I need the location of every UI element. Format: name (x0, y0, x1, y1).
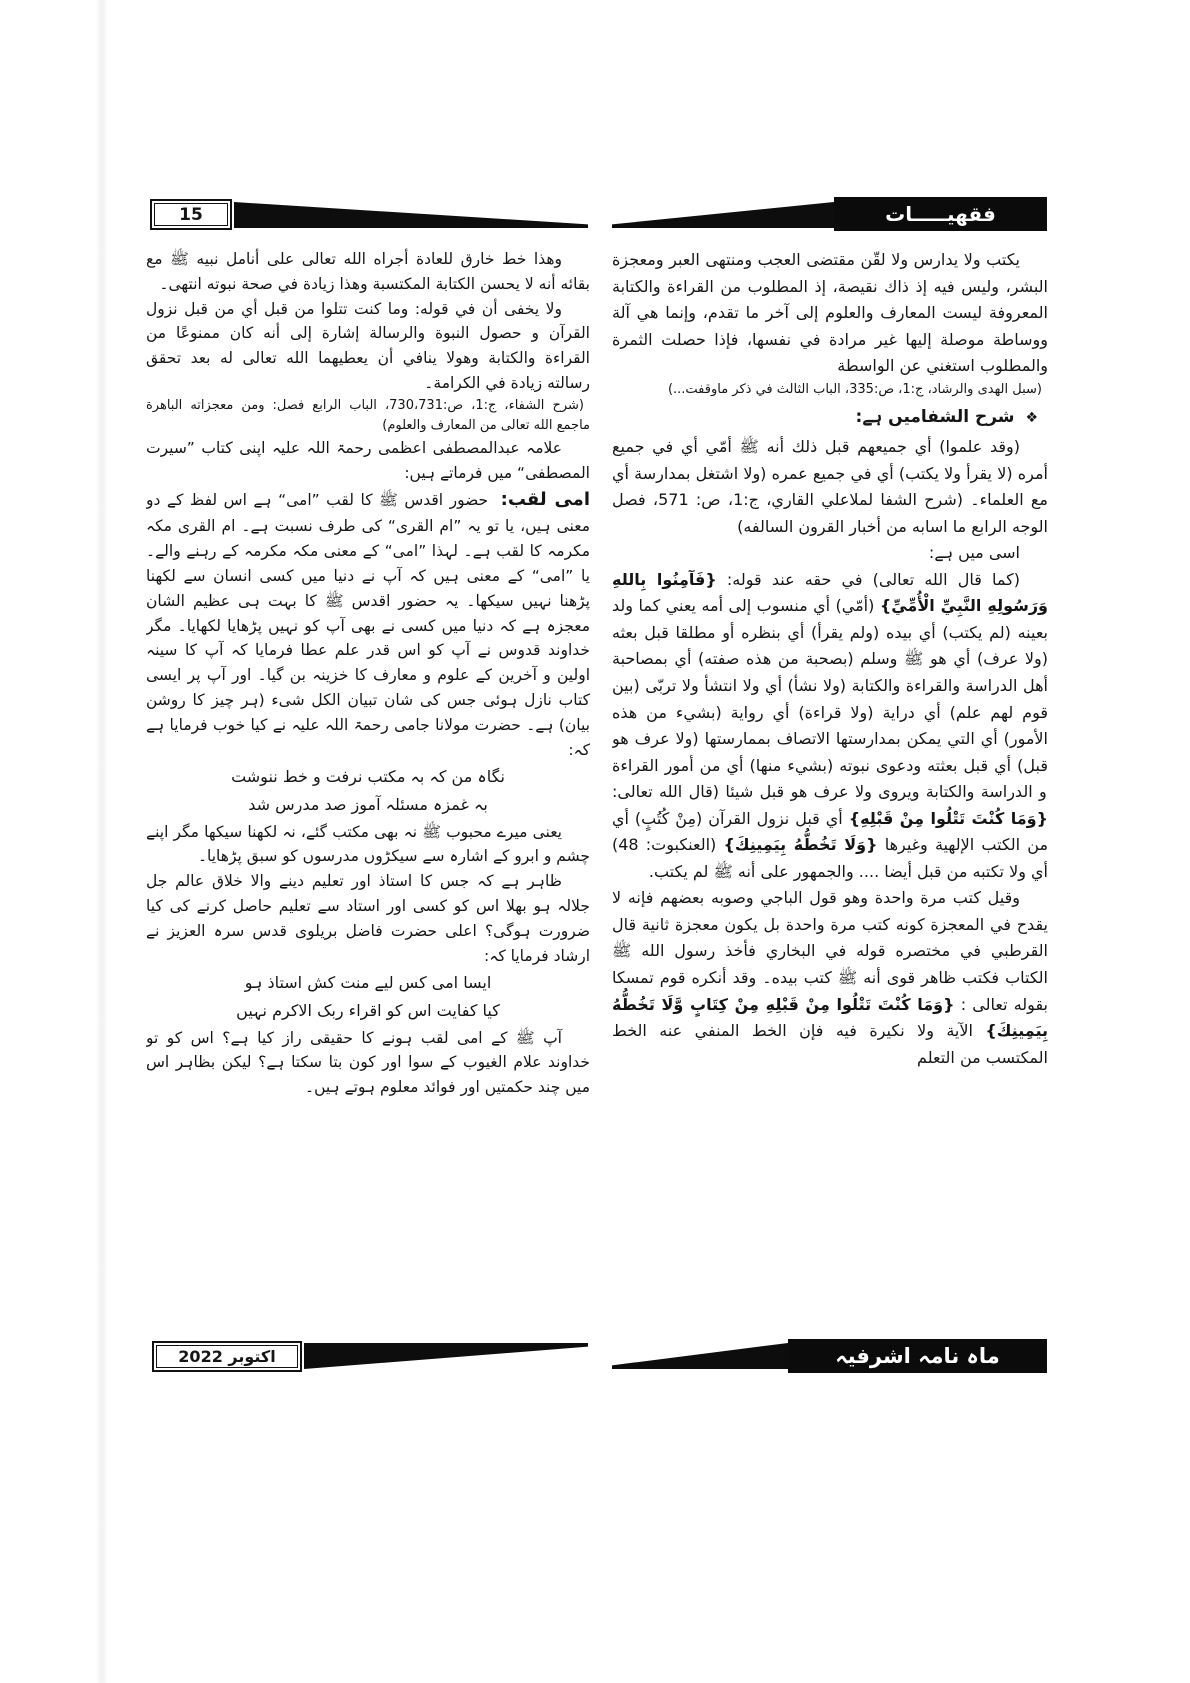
text-run: (العنكبوت: 48) أي ولا تكتبه من قبل أيضا .... والجمهور على أنه ﷺ لم يكتب. (612, 835, 1048, 881)
column-right-arabic (612, 247, 1048, 1333)
header-ribbon-right (612, 202, 834, 228)
quran-quote: {وَمَا كُنْتَ تَتْلُوا مِنْ قَبْلِهِ مِنْ كِتَابٍ وَّلَا تَخُطُّهُ بِيَمِينِكَ} (612, 994, 1048, 1041)
paragraph: یعنی میرے محبوب ﷺ نہ بھی مکتب گئے، نہ لکھنا سیکھا مگر اپنے چشم و ابرو کے اشارہ سے سیکڑوں مدرسوں کو سبق پڑھایا۔ (146, 822, 590, 866)
paragraph: اسی میں ہے: (928, 543, 1020, 563)
footer-ribbon-left (304, 1343, 588, 1369)
text-run: حضور اقدس ﷺ کا لقب ”امی“ ہے اس لفظ کے دو معنی ہیں، یا تو یہ ”ام القری“ کی طرف نسبت ہے۔ ام القری مکہ مکرمہ کا لقب ہے۔ لہذا ”امی“ کے معنی مکہ مکرمہ کے رہنے والے۔ یا ”امی“ کے معنی ہیں کہ آپ نے دنیا میں کسی انسان سے لکھنا پڑھنا نہیں سیکھا۔ یہ حضور اقدس ﷺ کا بہت ہی عظیم الشان معجزہ ہے کہ دنیا میں کسی نے بھی آپ کو نہیں پڑھایا لکھایا۔ مگر خداوند قدوس نے آپ کو اس قدر علم عطا فرمایا کہ آپ کا سینہ اولین و آخرین کے علوم و معارف کا خزینہ بن گیا۔ اور آپ پر ایسی کتاب نازل ہوئی جس کی شان تبیان الکل شیء (ہر چیز کا روشن بیان) ہے۔ حضرت مولانا جامی رحمۃ اللہ علیہ نے کیا خوب فرمایا ہے کہ: (146, 490, 590, 759)
citation: (سبل الهدى والرشاد، ج:1، ص:335، الباب الثالث في ذكر ماوقفت...) (667, 381, 1042, 397)
paragraph (612, 567, 1048, 886)
page-number: 15 (179, 204, 203, 225)
verse-line: کیا کفایت اس کو اقراء ربک الاکرم نہیں (236, 1000, 500, 1020)
paragraph: (وقد علموا) أي جميعهم قبل ذلك أنه ﷺ أمّي أي في جميع أمره (لا يقرأ ولا يكتب) أي في جميع عمره (ولا اشتغل بمدارسة أي مع العلماء۔ (شرح الشفا لملاعلي القاري، ج:1، ص: 571، فصل الوجه الرابع ما اسابه من أخبار القرون السالفه) (612, 437, 1048, 536)
section-title: فقهيـــــات (834, 197, 1047, 231)
paragraph (146, 486, 590, 763)
magazine-name: ماہ نامہ اشرفیہ (788, 1339, 1047, 1373)
text-run: (أمّي) أي منسوب إلى أمه يعني كما ولد بعينه (لم يكتب) أي بيده (ولم يقرأ) أي بنظره أو مطلقا قبل بعثه (ولا عرف) أي هو ﷺ وسلم (بصحبة من هذه صفته) أي بمصاحبة أهل الدراسة والقراءة والكتابة (ولا نشأ) أي ولا انتشأ ولا تربّى (بين قوم لهم علم) أي دراية (ولا قراءة) أي رواية (بشيء من هذه الأمور) أي التي يمكن بمدارستها الاتصاف بممارستها (ولا عرف هو قبل) أي قبل بعثته ودعوى نبوته (بشيء منها) أي من أمور القراءة و الدراسة والكتابة ويروى ولا عرف هو قبل شيئا (قال الله تعالى: (612, 596, 1048, 802)
verse-line: بہ غمزہ مسئلہ آموز صد مدرس شد (248, 795, 488, 815)
column-left-urdu (146, 247, 590, 1333)
verse-line: نگاہ من کہ بہ مکتب نرفت و خط ننوشت (231, 767, 505, 787)
quran-quote: {وَلَا تَخُطُّهُ بِيَمِينِكَ} (723, 835, 878, 855)
issue-date: اکتوبر 2022 (178, 1347, 276, 1366)
section-heading (612, 403, 1048, 431)
quran-quote: {فَآمِنُوا بِاللهِ وَرَسُولِهِ النَّبِيِّ الْأُمِّيِّ} (612, 569, 1048, 616)
text-run: وقيل كتب مرة واحدة وهو قول الباجي وصوبه بعضهم فإنه لا يقدح في المعجزة كونه كتب مرة واحدة بل يكون معجزة ثانية قال القرطبي في مختصره قوله في البخاري فأخذ رسول الله ﷺ الكتاب فكتب ظاهر قوى أنه ﷺ كتب بيده۔ وقد أنكره قوم تمسكا بقوله تعالى : (612, 888, 1048, 1014)
scan-artifact (96, 0, 108, 1683)
paragraph: ظاہر ہے کہ جس کا استاذ اور تعلیم دینے والا خلاق عالم جل جلالہ ہو بھلا اس کو کسی اور استاد سے تعلیم حاصل کرنے کی کیا ضرورت ہوگی؟ اعلی حضرت فاضل بریلوی قدس سرہ العزیز نے ارشاد فرمایا کہ: (146, 872, 590, 965)
paragraph: آپ ﷺ کے امی لقب ہونے کا حقیقی راز کیا ہے؟ اس کو تو خداوند علام الغیوب کے سوا اور کون بتا سکتا ہے؟ لیکن بظاہر اس میں چند حکمتیں اور فوائد معلوم ہوتے ہیں۔ (146, 1028, 590, 1097)
paragraph (612, 885, 1048, 1071)
header-ribbon-left (234, 202, 588, 228)
paragraph: علامہ عبدالمصطفی اعظمی رحمۃ اللہ علیہ اپنی کتاب ”سیرت المصطفی“ میں فرماتے ہیں: (146, 439, 590, 482)
topic-label: امی لقب: (500, 488, 590, 510)
text-run: الآية ولا نكيرة فيه فإن الخط المنفي عنه الخط المكتسب من التعلم (612, 1021, 1048, 1067)
text-run: أي قبل نزول القرآن (مِنْ كُتُبٍ) أي من الكتب الإلهية وغيرها (612, 808, 1048, 855)
quran-quote: {وَمَا كُنْتَ تَتْلُوا مِنْ قَبْلِهِ} (848, 808, 1048, 828)
page-number-box (150, 199, 232, 230)
page-content (146, 247, 1048, 1333)
footer-ribbon-right (612, 1343, 788, 1369)
paragraph: يكتب ولا يدارس ولا لقّن مقتضى العجب ومنتهى العبر ومعجزة البشر، وليس فيه إذ ذاك نقيصة، إذ المطلوب من القراءة والكتابة المعروفة ليست المعارف والعلوم إلى آخر ما تقدم، وإنما هي آلة ووساطة موصلة إليها غير مرادة في نفسها، فإذا حصلت الثمرة والمطلوب استغني عن الواسطة (612, 250, 1048, 376)
diamond-icon: ❖ (1025, 409, 1038, 426)
issue-date-box (152, 1341, 302, 1372)
citation: (شرح الشفاء، ج:1، ص:730،731، الباب الرابع فصل: ومن معجزاته الباهرة ماجمع الله تعالى من المعارف والعلوم) (146, 397, 590, 433)
text-run: (كما قال الله تعالى) في حقه عند قوله: (716, 569, 1021, 589)
verse-line: ایسا امی کس لیے منت کش استاذ ہو (244, 973, 492, 993)
paragraph: ولا يخفى أن في قوله: وما كنت تتلوا من قبل أي من قبل نزول القرآن و حصول النبوة والرسالة إشارة إلى أنه كان ممنوعًا من القراءة والكتابة وهولا ينافي أن يعطيهما الله تعالى له بعد تحقق رسالته زيادة في الكرامة۔ (146, 299, 590, 392)
paragraph: وهذا خط خارق للعادة أجراه الله تعالى على أنامل نبيه ﷺ مع بقائه أنه لا يحسن الكتابة المكتسبة وهذا زيادة في صحة نبوته انتهى۔ (146, 250, 590, 293)
section-heading-text: شرح الشفامیں ہے: (855, 406, 1015, 427)
